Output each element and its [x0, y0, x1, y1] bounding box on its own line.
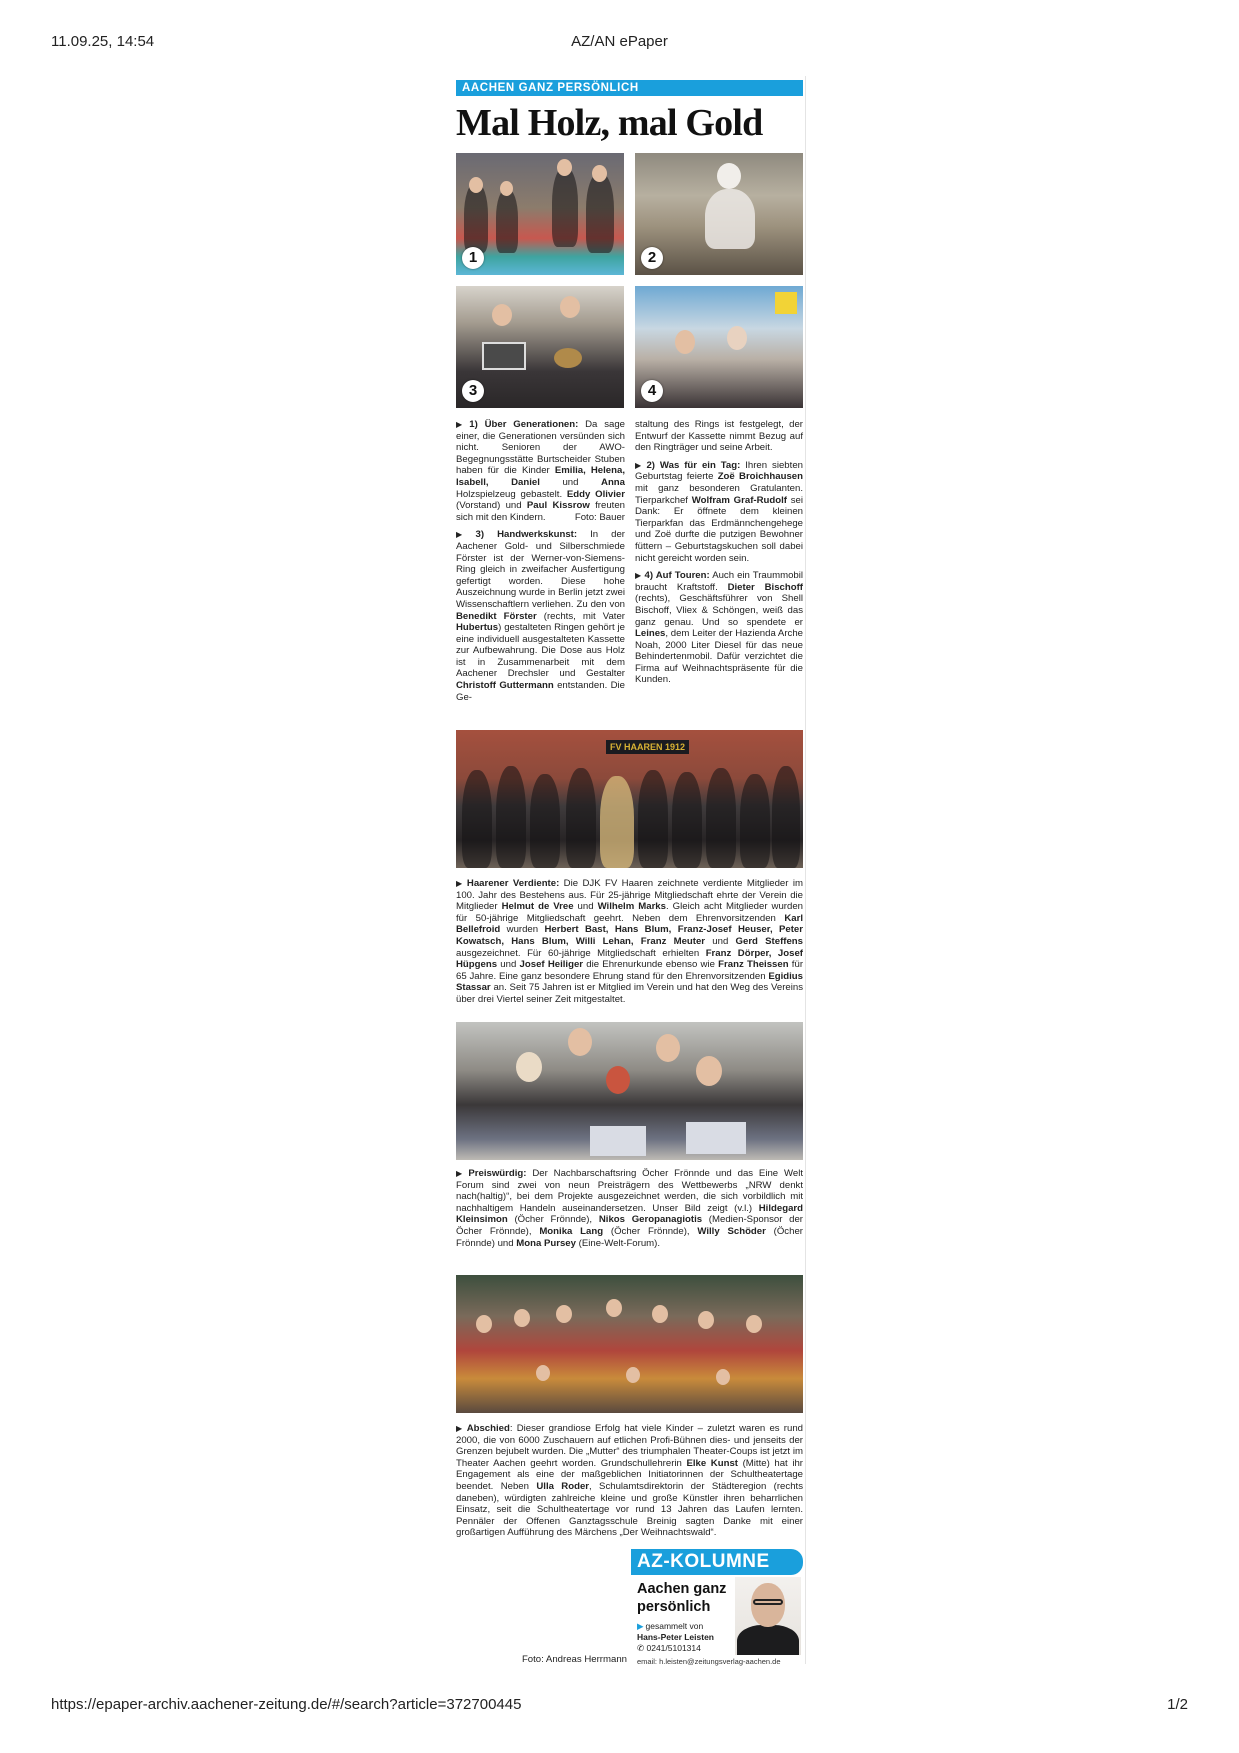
kolumne-title: Aachen ganz persönlich: [637, 1581, 727, 1615]
caption-7: ▶ Abschied: Dieser grandiose Erfolg hat viele Kinder – zuletzt waren es rund 2000, die von 6000 Zuschauern auf etlichen Profi-Bühnen dies- und jenseits der Grenzen bejubelt wurden. Die „Mutter“ des triumphalen Theater-Coups ist jetzt im Theater Aachen geehrt worden. Grundschullehrerin Elke Kunst (Mitte) hat ihr Engagement als eine der maßgeblichen Initiatorinnen der Schultheatertage beendet. Neben Ulla Roder, Schulamtsdirektorin der Städteregion (rechts daneben), würdigten zahlreiche kleine und große Künstler ihren beharrlichen Einsatz, seit die Schultheatertage vor rund 13 Jahren das Laufen lernten. Pennäler der Offenen Ganztagsschule Breinig sagten Danke mit einer großartigen Aufführung des Märchens „Der Weihnachtswald“.: [456, 1423, 803, 1539]
caption-3-continued: staltung des Rings ist festgelegt, der Entwurf der Kassette nimmt Bezug auf den Ringträger und seine Arbeit.: [635, 419, 803, 454]
kolumne-label: AZ-KOLUMNE: [631, 1549, 803, 1575]
print-title: AZ/AN ePaper: [571, 33, 668, 50]
photo-credit: Foto: Andreas Herrmann: [521, 1654, 627, 1665]
caption-5: ▶ Haarener Verdiente: Die DJK FV Haaren zeichnete verdiente Mitglieder im 100. Jahr des Bestehens aus. Für 25-jährige Mitgliedschaft ehrte der Verein die Mitglieder Helmut de Vree und Wilhelm Marks. Gleich acht Mitglieder wurden für 50-jährige Mitgliedschaft geehrt. Neben dem Ehrenvorsitzenden Karl Bellefroid wurden Herbert Bast, Hans Blum, Franz-Josef Heuser, Peter Kowatsch, Hans Blum, Willi Lehan, Franz Meuter und Gerd Steffens ausgezeichnet. Für 60-jährige Mitgliedschaft erhielten Franz Dörper, Josef Hüpgens und Josef Heiliger die Ehrenurkunde ebenso wie Franz Theissen für 65 Jahre. Eine ganz besondere Ehrung stand für den Ehrenvorsitzenden Egidius Stassar an. Seit 75 Jahren ist er Mitglied im Verein und hat den Weg des Vereins über drei Viertel seiner Zeit mitgestaltet.: [456, 878, 804, 1005]
arrow-icon: ▶: [637, 1621, 644, 1631]
phone-icon: ✆: [637, 1643, 645, 1653]
photo-2-girl-meerkats: [635, 153, 803, 275]
caption-1: ▶ 1) Über Generationen: Da sage einer, die Generationen versünden sich nicht. Senioren der AWO-Begegnungsstätte Burtscheider Stuben haben für die Kinder Emilia, Helena, Isabell, Daniel und Anna Holzspielzeug gebastelt. Eddy Olivier (Vorstand) und Paul Kissrow freuten sich mit den Kindern. Foto: Bauer: [456, 419, 626, 523]
caption-column-left: [456, 419, 625, 709]
photo-number-badge: 4: [641, 380, 663, 402]
club-banner: FV HAAREN 1912: [606, 740, 689, 754]
caption-column-right: [635, 419, 803, 692]
page-number: 1/2: [1167, 1696, 1188, 1713]
photo-1-seniors-children: [456, 153, 624, 275]
caption-3: ▶ 3) Handwerkskunst: In der Aachener Gold- und Silberschmiede Förster ist der Werner-von-Siemens-Ring gleich in zweifacher Ausfertigung gefertigt worden. Diese hohe Auszeichnung wurde in Berlin jetzt zwei Wissenschaftlern verliehen. Zu den von Benedikt Förster (rechts, mit Vater Hubertus) gestalteten Ringen gehört je eine individuell ausgestalteten Kassette zur Aufbewahrung. Die Dose aus Holz ist in Zusammenarbeit mit dem Aachener Drechsler und Gestalter Christoff Guttermann entstanden. Die Ge-: [456, 529, 625, 703]
photo-5-haaren-members: [456, 730, 803, 868]
author-portrait: [735, 1577, 801, 1655]
author-email: email: h.leisten@zeitungsverlag-aachen.de: [637, 1657, 781, 1666]
caption-6: ▶ Preiswürdig: Der Nachbarschaftsring Öcher Frönnde und das Eine Welt Forum sind zwei von neun Preisträgern des Wettbewerbs „NRW denkt nach(haltig)“, bei dem Projekte ausgezeichnet werden, die sich vorbildlich mit nachhaltigem Handeln auseinandersetzen. Unser Bild zeigt (v.l.) Hildegard Kleinsimon (Öcher Frönnde), Nikos Geropanagiotis (Medien-Sponsor der Öcher Frönnde), Monika Lang (Öcher Frönnde), Willy Schöder (Öcher Frönnde) und Mona Pursey (Eine-Welt-Forum).: [456, 1168, 804, 1249]
newspaper-article: [445, 76, 806, 1664]
photo-number-badge: 2: [641, 247, 663, 269]
article-url: https://epaper-archiv.aachener-zeitung.de/#/search?article=372700445: [51, 1696, 522, 1713]
caption-4: ▶ 4) Auf Touren: Auch ein Traummobil braucht Kraftstoff. Dieter Bischoff (rechts), Geschäftsführer von Shell Bischoff, Vliex & Schöngen, weiß das ganz genau. Und so spendete er Leines, dem Leiter der Hazienda Arche Noah, 2000 Liter Diesel für das neue Behindertenmobil. Dafür verzichtet die Firma auf Weihnachtspräsente für die Kunden.: [635, 570, 804, 686]
section-kicker: AACHEN GANZ PERSÖNLICH: [456, 80, 803, 96]
az-kolumne-box: [631, 1549, 803, 1667]
photo-7-school-theatre: [456, 1275, 803, 1413]
photo-6-prize-winners: [456, 1022, 803, 1160]
kolumne-author-info: ▶ gesammelt von Hans-Peter Leisten ✆ 0241/5101314: [637, 1621, 714, 1653]
photo-credit: Foto: Bauer: [574, 511, 625, 523]
photo-4-diesel-donation: [635, 286, 803, 408]
photo-number-badge: 3: [462, 380, 484, 402]
author-name: Hans-Peter Leisten: [637, 1632, 714, 1642]
author-phone: 0241/5101314: [646, 1643, 701, 1653]
article-headline: Mal Holz, mal Gold: [456, 102, 763, 144]
print-datetime: 11.09.25, 14:54: [51, 33, 155, 50]
photo-3-goldsmiths: [456, 286, 624, 408]
photo-number-badge: 1: [462, 247, 484, 269]
caption-2: ▶ 2) Was für ein Tag: Ihren siebten Geburtstag feierte Zoë Broichhausen mit ganz besonderen Gratulanten. Tierparkchef Wolfram Graf-Rudolf sei Dank: Er öffnete dem kleinen Tierparkfan das Erdmännchengehege und Zoë durfte die putzigen Bewohner füttern – Geburtstagskuchen soll dabei nicht gereicht worden sein.: [635, 459, 803, 564]
